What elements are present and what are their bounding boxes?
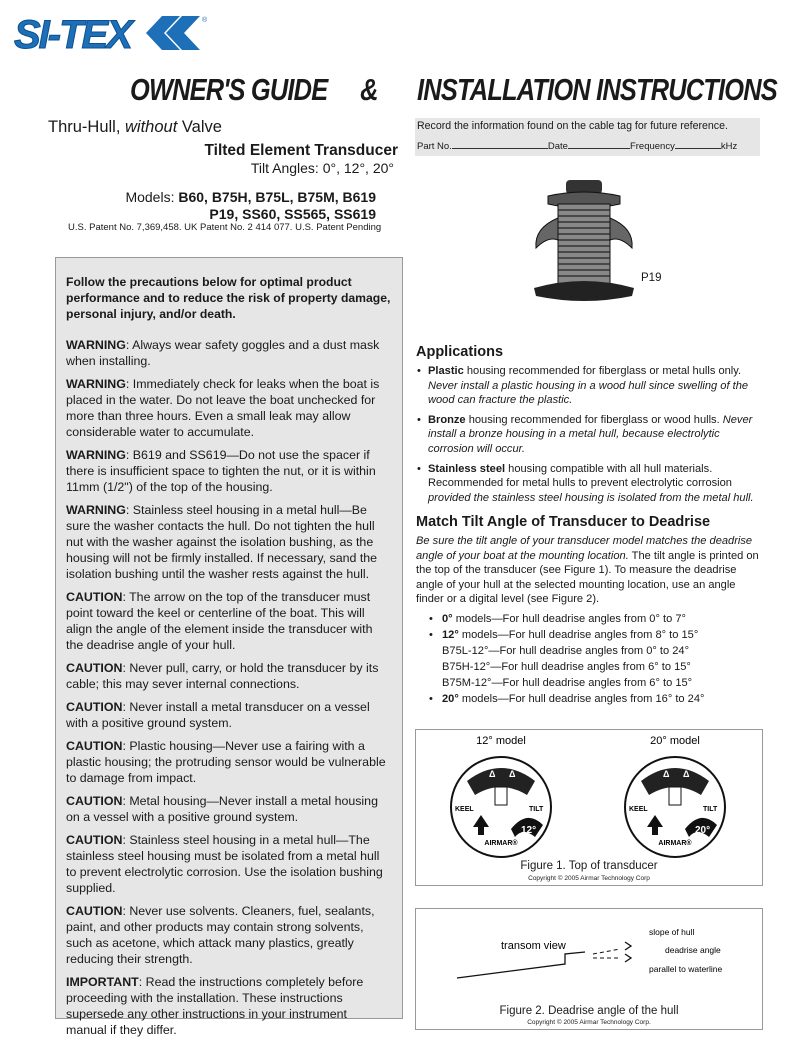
fig1-right-brand: AIRMAR®	[658, 840, 692, 847]
warnings-box	[55, 257, 403, 1037]
tilt-sub-b75l: B75L-12°—For hull deadrise angles from 0° to 24°	[442, 645, 690, 657]
warning-item	[66, 660, 391, 692]
applications-heading: Applications	[416, 344, 504, 360]
models-label: Models:	[125, 189, 179, 205]
document-title	[130, 72, 777, 108]
warning-label: CAUTION	[66, 739, 123, 753]
fig2-transom-label: transom view	[501, 940, 566, 952]
figure-1-caption: Figure 1. Top of transducer	[520, 860, 658, 872]
warning-text: : Never use solvents. Cleaners, fuel, sealants, paint, and other products may contain strong solvents, such as acetone, which attack many plastics, greatly reducing their strength.	[66, 904, 375, 966]
warning-item	[66, 589, 391, 653]
warning-text: : B619 and SS619—Do not use the spacer if there is insufficient space to tighten the nut, or it is within 11mm (1/2") of the top of the housing.	[66, 448, 376, 494]
warning-item	[66, 502, 391, 582]
application-text: housing compatible with all hull materials. Recommended for metal hulls to prevent electrolytic corrosion	[428, 462, 732, 490]
tilt-20-text: models—For hull deadrise angles from 16° to 24°	[458, 693, 705, 705]
part-no-label: Part No.	[417, 141, 452, 152]
match-tilt-heading: Match Tilt Angle of Transducer to Deadrise	[416, 514, 711, 530]
title-ampersand: &	[360, 72, 378, 107]
application-item	[416, 413, 766, 457]
si-tex-logo	[12, 10, 212, 56]
tilt-12-text: models—For hull deadrise angles from 8° to 15°	[458, 629, 699, 641]
tilt-0-bold: 0°	[442, 613, 453, 625]
application-italic: provided the stainless steel housing is isolated from the metal hull.	[428, 491, 754, 504]
mount-suffix: Valve	[177, 118, 222, 136]
fig1-right-tilt: TILT	[703, 806, 718, 813]
warning-text: : Stainless steel housing in a metal hull—The stainless steel housing must be isolated from a metal hull to prevent electrolytic corrosion. Use the isolation bushing supplied.	[66, 833, 383, 895]
tilt-models-list	[428, 611, 768, 707]
tilt-sub-b75h: B75H-12°—For hull deadrise angles from 6° to 15°	[442, 661, 691, 673]
warning-label: WARNING	[66, 338, 126, 352]
application-text: housing recommended for fiberglass or metal hulls only.	[463, 365, 742, 377]
svg-text:Δ: Δ	[489, 769, 496, 779]
warning-item	[66, 376, 391, 440]
models-line-2: P19, SS60, SS565, SS619	[209, 206, 376, 222]
tilt-0-text: models—For hull deadrise angles from 0° to 7°	[452, 613, 686, 625]
application-text: housing recommended for fiberglass or wood hulls.	[465, 413, 723, 426]
fig1-left-tilt: TILT	[529, 806, 544, 813]
mount-without: without	[125, 118, 178, 136]
warning-text: : Metal housing—Never install a metal housing on a vessel with a positive ground system.	[66, 794, 378, 824]
fig1-left-label: 12° model	[476, 735, 526, 747]
svg-text:Δ: Δ	[663, 769, 670, 779]
figure-main-label: P19	[641, 272, 662, 284]
models-list-1: B60, B75H, B75L, B75M, B619	[178, 189, 376, 205]
warning-text: : Never pull, carry, or hold the transducer by its cable; this may sever internal connections.	[66, 661, 379, 691]
warning-label: WARNING	[66, 503, 126, 517]
svg-text:®: ®	[202, 17, 208, 24]
fig2-deadrise-label: deadrise angle	[665, 945, 721, 955]
date-label: Date	[547, 141, 568, 152]
application-bold: Stainless steel	[428, 462, 506, 475]
warning-label: CAUTION	[66, 700, 123, 714]
tilt-20-bold: 20°	[442, 693, 459, 705]
warning-label: CAUTION	[66, 661, 123, 675]
warning-label: CAUTION	[66, 590, 123, 604]
fig1-left-keel: KEEL	[455, 806, 474, 813]
cable-tag-fields	[417, 139, 760, 152]
fig2-parallel-label: parallel to waterline	[649, 964, 723, 974]
warning-item	[66, 447, 391, 495]
tilt-sub-b75m: B75M-12°—For hull deadrise angles from 6° to 15°	[442, 677, 693, 689]
figure-1-copyright: Copyright © 2005 Airmar Technology Corp	[528, 875, 650, 882]
warning-label: CAUTION	[66, 833, 123, 847]
warning-label: CAUTION	[66, 904, 123, 918]
warning-text: : Read the instructions completely before proceeding with the installation. These instructions supersede any other instructions in your instrument manual if they differ.	[66, 975, 364, 1037]
figure-2-caption: Figure 2. Deadrise angle of the hull	[499, 1005, 679, 1017]
tilt-item-12	[428, 627, 768, 643]
applications-list	[416, 364, 766, 510]
warning-text: : The arrow on the top of the transducer must point toward the keel or centerline of the boat. This will align the angle of the element inside the transducer with the deadrise angle of your hull.	[66, 590, 373, 652]
tilt-item-0	[428, 611, 768, 627]
application-italic: Never install a plastic housing in a wood hull since swelling of the wood can fracture the plastic.	[428, 379, 749, 407]
title-installation: INSTALLATION INSTRUCTIONS	[417, 72, 777, 107]
match-tilt-paragraph	[416, 534, 766, 607]
warning-text: : Immediately check for leaks when the boat is placed in the water. Do not leave the boat unchecked for more than three hours. Even a small leak may allow considerable water to accumulate.	[66, 377, 380, 439]
frequency-unit: kHz	[720, 141, 738, 152]
product-name: Tilted Element Transducer	[204, 142, 398, 159]
date-blank	[568, 139, 630, 149]
warning-text: : Always wear safety goggles and a dust mask when installing.	[66, 338, 380, 368]
tilt-item-20	[428, 691, 768, 707]
cable-tag-instruction: Record the information found on the cable tag for future reference.	[417, 120, 728, 132]
warning-label: WARNING	[66, 448, 126, 462]
warning-label: IMPORTANT	[66, 975, 139, 989]
frequency-label: Frequency	[629, 141, 675, 152]
application-italic: Never install a bronze housing in a metal hull, because electrolytic corrosion will occur.	[428, 413, 753, 455]
fig1-left-disc	[451, 757, 551, 857]
fig1-left-angle: 12°	[521, 825, 537, 836]
fig1-left-brand: AIRMAR®	[484, 840, 518, 847]
match-tilt-italic: Be sure the tilt angle of your transducer model matches the deadrise angle of your boat at the mounting location.	[416, 535, 753, 562]
frequency-blank	[675, 139, 721, 149]
warning-item	[66, 793, 391, 825]
warning-text: : Plastic housing—Never use a fairing with a plastic housing; the protruding sensor would be vulnerable to damage from impact.	[66, 739, 386, 785]
mount-prefix: Thru-Hull,	[48, 118, 126, 136]
tilt-12-bold: 12°	[442, 629, 459, 641]
warning-text: : Stainless steel housing in a metal hull—Be sure the washer contacts the hull. Do not tighten the hull nut with the washer against the isolation bushing, as the housing will not be firmly installed. If necessary, sand the isolation bushing until the washer rests against the hull.	[66, 503, 378, 581]
title-owners-guide: OWNER'S GUIDE	[130, 72, 328, 107]
warnings-intro: Follow the precautions below for optimal product performance and to reduce the risk of property damage, personal injury, and/or death.	[66, 275, 391, 321]
svg-text:Δ: Δ	[509, 769, 516, 779]
warning-text: : Never install a metal transducer on a vessel with a positive ground system.	[66, 700, 370, 730]
warning-item	[66, 337, 391, 369]
application-bold: Bronze	[428, 413, 466, 426]
match-tilt-text: The tilt angle is printed on the top of the transducer (see Figure 1). To measure the deadrise angle of your hull at the selected mounting location, use an angle finder or a digital level (see Figure 2).	[416, 549, 759, 606]
warning-item	[66, 832, 391, 896]
warning-item	[66, 974, 391, 1038]
fig1-right-keel: KEEL	[629, 806, 648, 813]
patent-info: U.S. Patent No. 7,369,458. UK Patent No. 2 414 077. U.S. Patent Pending	[68, 222, 382, 233]
warning-item	[66, 903, 391, 967]
tilt-angles: Tilt Angles: 0°, 12°, 20°	[250, 160, 394, 176]
warning-label: WARNING	[66, 377, 126, 391]
fig1-right-disc	[625, 757, 725, 857]
warnings-content	[66, 274, 391, 1045]
application-item	[416, 462, 766, 506]
warning-item	[66, 738, 391, 786]
transducer-illustration	[528, 178, 640, 306]
product-mount-type	[48, 118, 222, 137]
application-item	[416, 364, 766, 408]
svg-text:SI-TEX: SI-TEX	[14, 13, 131, 56]
figure-2-copyright: Copyright © 2005 Airmar Technology Corp.	[527, 1019, 651, 1026]
models-line-1	[0, 189, 376, 205]
fig1-right-label: 20° model	[650, 735, 700, 747]
warning-label: CAUTION	[66, 794, 123, 808]
fig2-slope-label: slope of hull	[649, 927, 695, 937]
svg-text:Δ: Δ	[683, 769, 690, 779]
warning-item	[66, 699, 391, 731]
fig1-right-angle: 20°	[695, 825, 711, 836]
part-no-blank	[452, 139, 548, 149]
application-bold: Plastic	[428, 365, 464, 377]
cable-tag-box	[415, 118, 760, 156]
